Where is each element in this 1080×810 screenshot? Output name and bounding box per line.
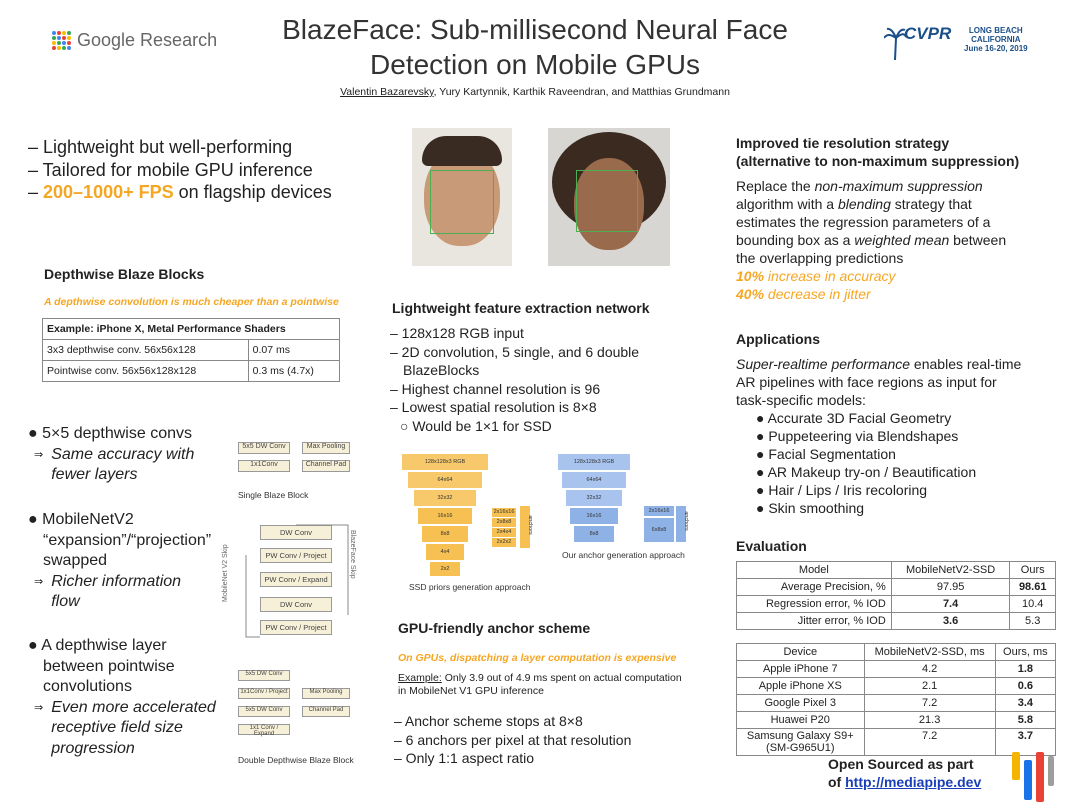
list-item: ● Skin smoothing	[756, 500, 865, 516]
bullet-dash: –	[28, 182, 44, 202]
table-cell: Average Precision, %	[737, 579, 892, 596]
funnel-layer: 64x64	[562, 472, 626, 488]
funnel-layer: 128x128x3 RGB	[402, 454, 488, 470]
text: AR pipelines with face regions as input for	[736, 374, 997, 390]
table-header: Ours, ms	[995, 644, 1055, 661]
point-3	[28, 636, 233, 759]
anchors-label: anchors	[682, 511, 689, 531]
accuracy-value: 10%	[736, 268, 765, 284]
text: bounding box as a	[736, 232, 855, 248]
table-cell: 7.4	[891, 596, 1010, 613]
table-header: Device	[737, 644, 865, 661]
diagram-box: Channel Pad	[302, 706, 350, 717]
table-row	[737, 661, 1056, 678]
table-header: Ours	[1010, 562, 1056, 579]
network-list	[390, 324, 690, 435]
skip-connection-lines	[236, 515, 356, 645]
blazeface-skip-label: BlazeFace Skip	[349, 530, 356, 579]
gpu-subtitle: On GPUs, dispatching a layer computation is expensive	[398, 652, 677, 664]
table-cell: 1.8	[995, 661, 1055, 678]
diagram-box: 5x5 DW Conv	[238, 442, 290, 454]
table-row	[737, 695, 1056, 712]
list-item: ● Hair / Lips / Iris recoloring	[756, 482, 928, 498]
funnel-layer: 16x16	[570, 508, 618, 524]
ssd-caption: SSD priors generation approach	[409, 582, 531, 592]
example-label: Example:	[398, 672, 442, 684]
google-research-logo	[52, 30, 217, 51]
table-cell: 2.1	[864, 678, 995, 695]
table-header: Model	[737, 562, 892, 579]
detection-box	[430, 170, 494, 234]
applications-heading: Applications	[736, 331, 821, 347]
face-photo-male	[412, 128, 512, 266]
table-cell: Apple iPhone 7	[737, 661, 865, 678]
table-cell: 3.7	[995, 729, 1055, 756]
table-cell: 0.3 ms (4.7x)	[248, 361, 339, 382]
example-table-header: Example: iPhone X, Metal Performance Shaders	[43, 319, 340, 340]
table-header-row	[737, 562, 1056, 579]
other-authors: , Yury Kartynnik, Karthik Raveendran, and Matthias Grundmann	[433, 86, 730, 98]
anchors-label: anchors	[526, 515, 533, 535]
implies-icon: ⇒	[34, 575, 44, 588]
list-item: – 128x128 RGB input	[390, 325, 524, 341]
table-cell	[737, 729, 865, 756]
evaluation-heading: Evaluation	[736, 538, 807, 554]
text: task-specific models:	[736, 392, 866, 408]
cvpr-logo	[884, 24, 1044, 64]
point-3-line-3: convolutions	[43, 678, 132, 695]
text: blending	[837, 196, 891, 212]
accuracy-text: increase in accuracy	[764, 268, 896, 284]
fps-rest: on flagship devices	[173, 182, 332, 202]
funnel-layer: 64x64	[408, 472, 482, 488]
list-item: – Highest channel resolution is 96	[390, 380, 601, 397]
diagram-box: Max Pooling	[302, 688, 350, 699]
cvpr-location-1: LONG BEACH	[968, 26, 1023, 35]
logo-label: Google Research	[77, 30, 218, 50]
intro-bullet-3	[28, 181, 332, 204]
diagram-box: 1x1Conv / Project	[238, 688, 290, 699]
list-item: – 6 anchors per pixel at that resolution	[394, 731, 632, 748]
gpu-heading: GPU-friendly anchor scheme	[398, 620, 591, 636]
diagram-box: PW Conv / Expand	[260, 572, 332, 587]
table-cell: Regression error, % IOD	[737, 596, 892, 613]
depthwise-heading: Depthwise Blaze Blocks	[44, 266, 205, 282]
implies-icon: ⇒	[34, 448, 44, 461]
text: non-maximum suppression	[814, 178, 983, 194]
table-row	[43, 361, 340, 382]
diagram-caption: Single Blaze Block	[238, 490, 309, 500]
anchors-block	[520, 506, 533, 548]
diagram-box: 5x5 DW Conv	[238, 706, 290, 717]
poster-title	[230, 12, 840, 82]
text: algorithm with a	[736, 196, 838, 212]
hair	[422, 136, 502, 166]
list-item: – Anchor scheme stops at 8×8	[394, 713, 583, 729]
funnel-layer: 32x32	[414, 490, 476, 506]
table-cell: 0.07 ms	[248, 340, 339, 361]
diagram-box: Channel Pad	[302, 460, 350, 472]
diagram-box: DW Conv	[260, 525, 332, 540]
diagram-box: 1x1 Conv / Expand	[238, 724, 290, 735]
network-heading: Lightweight feature extraction network	[392, 300, 650, 316]
table-cell: 7.2	[864, 729, 995, 756]
point-1-sub: Same accuracy with fewer layers	[51, 445, 195, 483]
point-3-sub: Even more accelerated receptive field size progression	[51, 698, 216, 757]
diagram-box: DW Conv	[260, 597, 332, 612]
table-row	[737, 579, 1056, 596]
table-row	[43, 340, 340, 361]
table-cell: 21.3	[864, 712, 995, 729]
diagram-caption: Double Depthwise Blaze Block	[238, 755, 354, 765]
table-row	[737, 613, 1056, 630]
text: Super-realtime performance	[736, 356, 911, 372]
diagram-box: PW Conv / Project	[260, 548, 332, 563]
text: Replace the	[736, 178, 815, 194]
intro-bullets	[28, 136, 332, 204]
funnel-layer: 8x8	[574, 526, 614, 542]
face-photo-female	[548, 128, 670, 266]
point-2	[28, 510, 233, 613]
detection-box	[576, 170, 638, 232]
funnel-side: 2x16x16	[493, 509, 515, 515]
first-author: Valentin Bazarevsky	[340, 86, 434, 98]
point-2-line-3: swapped	[43, 552, 108, 569]
funnel-layer: 4x4	[426, 544, 464, 560]
table-cell: 3x3 depthwise conv. 56x56x128	[43, 340, 249, 361]
tie-heading-2: (alternative to non-maximum suppression)	[736, 153, 1020, 169]
table-row	[737, 729, 1056, 756]
authors	[230, 86, 840, 98]
point-2-sub: Richer information flow	[51, 572, 182, 610]
device-model: (SM-G965U1)	[766, 742, 835, 754]
table-header-row	[737, 644, 1056, 661]
jitter-value: 40%	[736, 286, 765, 302]
table-cell: 0.6	[995, 678, 1055, 695]
tie-body	[736, 177, 1056, 303]
funnel-layer: 16x16	[418, 508, 472, 524]
title-line-1: BlazeFace: Sub-millisecond Neural Face	[282, 14, 788, 45]
gpu-list	[394, 712, 631, 768]
funnel-layer: 2x2	[430, 562, 460, 576]
funnel-side: 2x16x16	[644, 506, 674, 516]
evaluation-table-speed	[736, 643, 1056, 756]
funnel-layer: 32x32	[566, 490, 622, 506]
diagram-box: 1x1Conv	[238, 460, 290, 472]
text: enables real-time	[910, 356, 1022, 372]
table-cell: 10.4	[1010, 596, 1056, 613]
table-cell: 3.6	[891, 613, 1010, 630]
list-item: ● Facial Segmentation	[756, 446, 896, 462]
table-cell: 7.2	[864, 695, 995, 712]
list-subitem: ○ Would be 1×1 for SSD	[400, 417, 552, 434]
title-line-2: Detection on Mobile GPUs	[370, 49, 700, 80]
text: the overlapping predictions	[736, 250, 904, 266]
table-cell: Apple iPhone XS	[737, 678, 865, 695]
depthwise-subtitle: A depthwise convolution is much cheaper than a pointwise	[44, 296, 339, 308]
diagram-box: Max Pooling	[302, 442, 350, 454]
funnel-side: 2x8x8	[492, 518, 516, 527]
example-text: Only 3.9 out of 4.9 ms spent on actual computation	[441, 672, 682, 684]
cvpr-text: CVPR	[904, 24, 952, 43]
list-item: – Only 1:1 aspect ratio	[394, 750, 535, 766]
funnel-layer: 8x8	[422, 526, 468, 542]
mediapipe-link[interactable]: http://mediapipe.dev	[845, 774, 982, 790]
applications-body	[736, 355, 1056, 517]
open-source-note	[828, 755, 981, 791]
point-2-line-1: ● MobileNetV2	[28, 511, 134, 528]
table-cell: 98.61	[1010, 579, 1056, 596]
intro-bullet-2: – Tailored for mobile GPU inference	[28, 159, 313, 180]
funnel-side: 2x2x2	[492, 538, 516, 547]
point-3-line-2: between pointwise	[43, 657, 175, 675]
list-item: ● Puppeteering via Blendshapes	[756, 428, 959, 444]
ours-caption: Our anchor generation approach	[562, 550, 685, 560]
table-cell: 5.3	[1010, 613, 1056, 630]
cvpr-location	[964, 26, 1028, 53]
table-row	[737, 712, 1056, 729]
anchors-block	[676, 506, 689, 542]
implies-icon: ⇒	[34, 701, 44, 714]
funnel-side: 2x4x4	[492, 528, 516, 537]
diagram-box: 5x5 DW Conv	[238, 670, 290, 681]
list-item: ● AR Makeup try-on / Beautification	[756, 464, 977, 480]
table-cell: 97.95	[891, 579, 1010, 596]
table-cell: 3.4	[995, 695, 1055, 712]
table-cell: 5.8	[995, 712, 1055, 729]
table-cell: Pointwise conv. 56x56x128x128	[43, 361, 249, 382]
funnel-side: 6x8x8	[644, 518, 674, 542]
list-item: BlazeBlocks	[403, 362, 480, 378]
point-1	[28, 424, 233, 486]
point-2-line-2: “expansion”/“projection”	[43, 531, 212, 549]
list-item: – Lowest spatial resolution is 8×8	[390, 399, 597, 415]
fps-highlight: 200–1000+ FPS	[43, 182, 174, 202]
example-table	[42, 318, 340, 382]
text: estimates the regression parameters of a	[736, 214, 991, 230]
text: between	[949, 232, 1007, 248]
diagram-box: PW Conv / Project	[260, 620, 332, 635]
point-1-title: ● 5×5 depthwise convs	[28, 425, 192, 442]
gpu-example	[398, 672, 682, 698]
table-row	[737, 678, 1056, 695]
table-header: MobileNetV2-SSD, ms	[864, 644, 995, 661]
cvpr-location-2: CALIFORNIA	[971, 35, 1021, 44]
example-text-2: in MobileNet V1 GPU inference	[398, 685, 544, 697]
google-dots-icon	[52, 31, 71, 50]
tie-heading-1: Improved tie resolution strategy	[736, 135, 950, 151]
cvpr-dates: June 16-20, 2019	[964, 44, 1028, 53]
table-cell: Huawei P20	[737, 712, 865, 729]
mediapipe-logo-icon	[1010, 752, 1056, 802]
text: strategy that	[890, 196, 972, 212]
funnel-layer: 128x128x3 RGB	[558, 454, 630, 470]
mnv2-skip-label: MobileNet V2 Skip	[222, 544, 229, 602]
device-name: Samsung Galaxy S9+	[746, 730, 854, 742]
list-item: ● Accurate 3D Facial Geometry	[756, 410, 952, 426]
tie-heading	[736, 134, 1019, 170]
table-cell: Jitter error, % IOD	[737, 613, 892, 630]
jitter-text: decrease in jitter	[764, 286, 871, 302]
table-row	[737, 596, 1056, 613]
open-source-prefix: of	[828, 774, 846, 790]
point-3-line-1: ● A depthwise layer	[28, 637, 167, 654]
table-cell: 4.2	[864, 661, 995, 678]
evaluation-table-accuracy	[736, 561, 1056, 630]
list-item: – 2D convolution, 5 single, and 6 double	[390, 343, 640, 360]
open-source-line-1: Open Sourced as part	[828, 756, 974, 772]
text: weighted mean	[854, 232, 950, 248]
palm-tree-icon	[884, 26, 906, 60]
table-header: MobileNetV2-SSD	[891, 562, 1010, 579]
table-cell: Google Pixel 3	[737, 695, 865, 712]
intro-bullet-1: – Lightweight but well-performing	[28, 137, 293, 157]
